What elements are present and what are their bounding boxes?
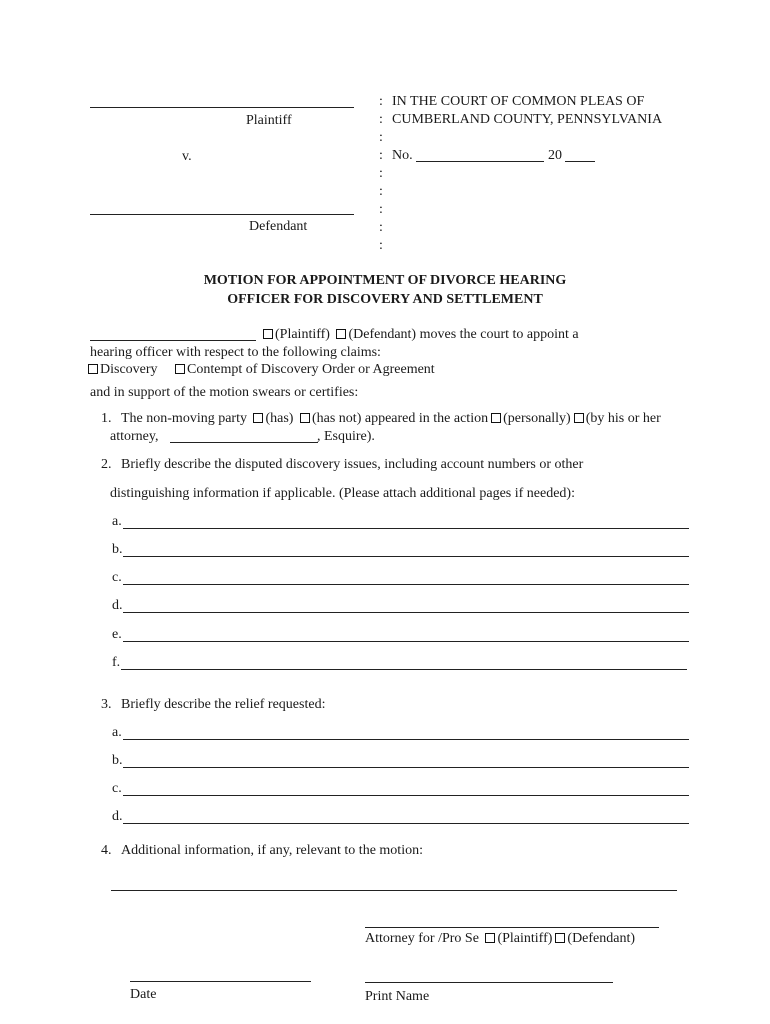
- attorney-signature-line[interactable]: [365, 927, 659, 928]
- has-not-label: (has not) appeared in the action: [311, 411, 489, 426]
- item3-letter-d: d.: [112, 809, 123, 824]
- sig-plaintiff-label: (Plaintiff): [497, 931, 553, 946]
- docket-year-prefix: 20: [548, 148, 562, 163]
- item3-letter-b: b.: [112, 753, 123, 768]
- plaintiff-checkbox[interactable]: [263, 329, 273, 339]
- sig-defendant-label: (Defendant): [567, 931, 636, 946]
- item1-line1: [121, 411, 661, 427]
- item3-number: 3.: [101, 697, 112, 712]
- plaintiff-option-label: (Plaintiff): [275, 327, 330, 342]
- defendant-checkbox[interactable]: [336, 329, 346, 339]
- support-line: and in support of the motion swears or certifies:: [90, 385, 359, 400]
- versus-label: v.: [182, 149, 192, 164]
- item4-number: 4.: [101, 843, 112, 858]
- item2-number: 2.: [101, 457, 112, 472]
- moving-party-options: [260, 327, 579, 343]
- item2-line-a[interactable]: [123, 528, 689, 529]
- item2-line1: Briefly describe the disputed discovery issues, including account numbers or other: [121, 457, 584, 472]
- defendant-name-line[interactable]: [90, 214, 354, 215]
- attorney-for-row: [365, 931, 635, 947]
- docket-number-line[interactable]: [416, 161, 544, 162]
- item2-letter-c: c.: [112, 570, 122, 585]
- plaintiff-label: Plaintiff: [246, 113, 292, 128]
- sig-plaintiff-checkbox[interactable]: [485, 933, 495, 943]
- contempt-checkbox[interactable]: [175, 364, 185, 374]
- item3-letter-c: c.: [112, 781, 122, 796]
- item4-line[interactable]: [111, 890, 677, 891]
- item3-line-d[interactable]: [123, 823, 689, 824]
- item2-line-d[interactable]: [123, 612, 689, 613]
- discovery-label: Discovery: [100, 362, 158, 377]
- motion-form-page: Plaintiff v. Defendant : : : : : : : : : IN THE COURT OF COMMON PLEAS OF CUMBERLAND COUNTY, PENNSYLVANIA No. 20 MOTION FOR APPOINTMENT OF DIVORCE HEARING OFFICER FOR DISCOVERY AND SETTLEMENT (Plaintiff) (Defendant) moves the court to appoint a hearing officer with respect to the following claims: Discovery Contempt of Discovery Order or Agreement and in support of the motion swears or certifies: 1. The non-moving party (has) (has not) appeared in the action (personally) (by his or her attorney, , Esquire). 2. Briefly describe the disputed discovery issues, including account numbers or other distinguishing information if applicable. (Please attach additional pages if needed): a. b. c. d. e. f. 3. Briefly describe the relief requested: a. b. c. d. 4. Additional information, if any, relevant to the motion: Attorney for /Pro Se (Plaintiff) (Defendant) Date Print Name: [0, 0, 770, 1024]
- item3-letter-a: a.: [112, 725, 122, 740]
- item1-number: 1.: [101, 411, 112, 426]
- intro-line2: hearing officer with respect to the following claims:: [90, 345, 381, 360]
- moving-party-line[interactable]: [90, 340, 256, 341]
- personally-checkbox[interactable]: [491, 413, 501, 423]
- item3-text: Briefly describe the relief requested:: [121, 697, 326, 712]
- form-title-line1: MOTION FOR APPOINTMENT OF DIVORCE HEARING: [203, 273, 567, 288]
- item2-letter-b: b.: [112, 542, 123, 557]
- court-name-line1: IN THE COURT OF COMMON PLEAS OF: [392, 94, 645, 109]
- item2-letter-f: f.: [112, 655, 121, 670]
- defendant-option-label: (Defendant) moves the court to appoint a: [348, 327, 579, 342]
- plaintiff-name-line[interactable]: [90, 107, 354, 108]
- date-label: Date: [130, 987, 157, 1002]
- personally-label: (personally): [503, 411, 571, 426]
- has-label: (has): [265, 411, 294, 426]
- item2-letter-a: a.: [112, 514, 122, 529]
- has-not-checkbox[interactable]: [300, 413, 310, 423]
- item4-text: Additional information, if any, relevant to the motion:: [121, 843, 423, 858]
- attorney-for-label: Attorney for /Pro Se: [365, 931, 479, 946]
- print-name-label: Print Name: [365, 989, 430, 1004]
- item2-letter-d: d.: [112, 598, 123, 613]
- claims-options: [88, 362, 435, 378]
- has-checkbox[interactable]: [253, 413, 263, 423]
- esquire-label: , Esquire).: [317, 429, 375, 444]
- discovery-checkbox[interactable]: [88, 364, 98, 374]
- item1-text: The non-moving party: [121, 411, 247, 426]
- form-title-line2: OFFICER FOR DISCOVERY AND SETTLEMENT: [227, 292, 543, 307]
- item2-line-f[interactable]: [121, 669, 687, 670]
- docket-year-line[interactable]: [565, 161, 595, 162]
- print-name-line[interactable]: [365, 982, 613, 983]
- item2-line2: distinguishing information if applicable. (Please attach additional pages if needed):: [110, 486, 575, 501]
- attorney-name-line[interactable]: [170, 442, 318, 443]
- item3-line-b[interactable]: [123, 767, 689, 768]
- item2-line-b[interactable]: [123, 556, 689, 557]
- sig-defendant-checkbox[interactable]: [555, 933, 565, 943]
- defendant-label: Defendant: [249, 219, 308, 234]
- item3-line-c[interactable]: [123, 795, 689, 796]
- court-name-line2: CUMBERLAND COUNTY, PENNSYLVANIA: [392, 112, 663, 127]
- contempt-label: Contempt of Discovery Order or Agreement: [187, 362, 435, 377]
- item2-line-c[interactable]: [123, 584, 689, 585]
- docket-no-label: No.: [392, 148, 413, 163]
- attorney-label: attorney,: [110, 429, 159, 444]
- item2-letter-e: e.: [112, 627, 122, 642]
- item2-line-e[interactable]: [123, 641, 689, 642]
- by-attorney-checkbox[interactable]: [574, 413, 584, 423]
- item3-line-a[interactable]: [123, 739, 689, 740]
- by-attorney-label: (by his or her: [585, 411, 661, 426]
- date-line[interactable]: [130, 981, 311, 982]
